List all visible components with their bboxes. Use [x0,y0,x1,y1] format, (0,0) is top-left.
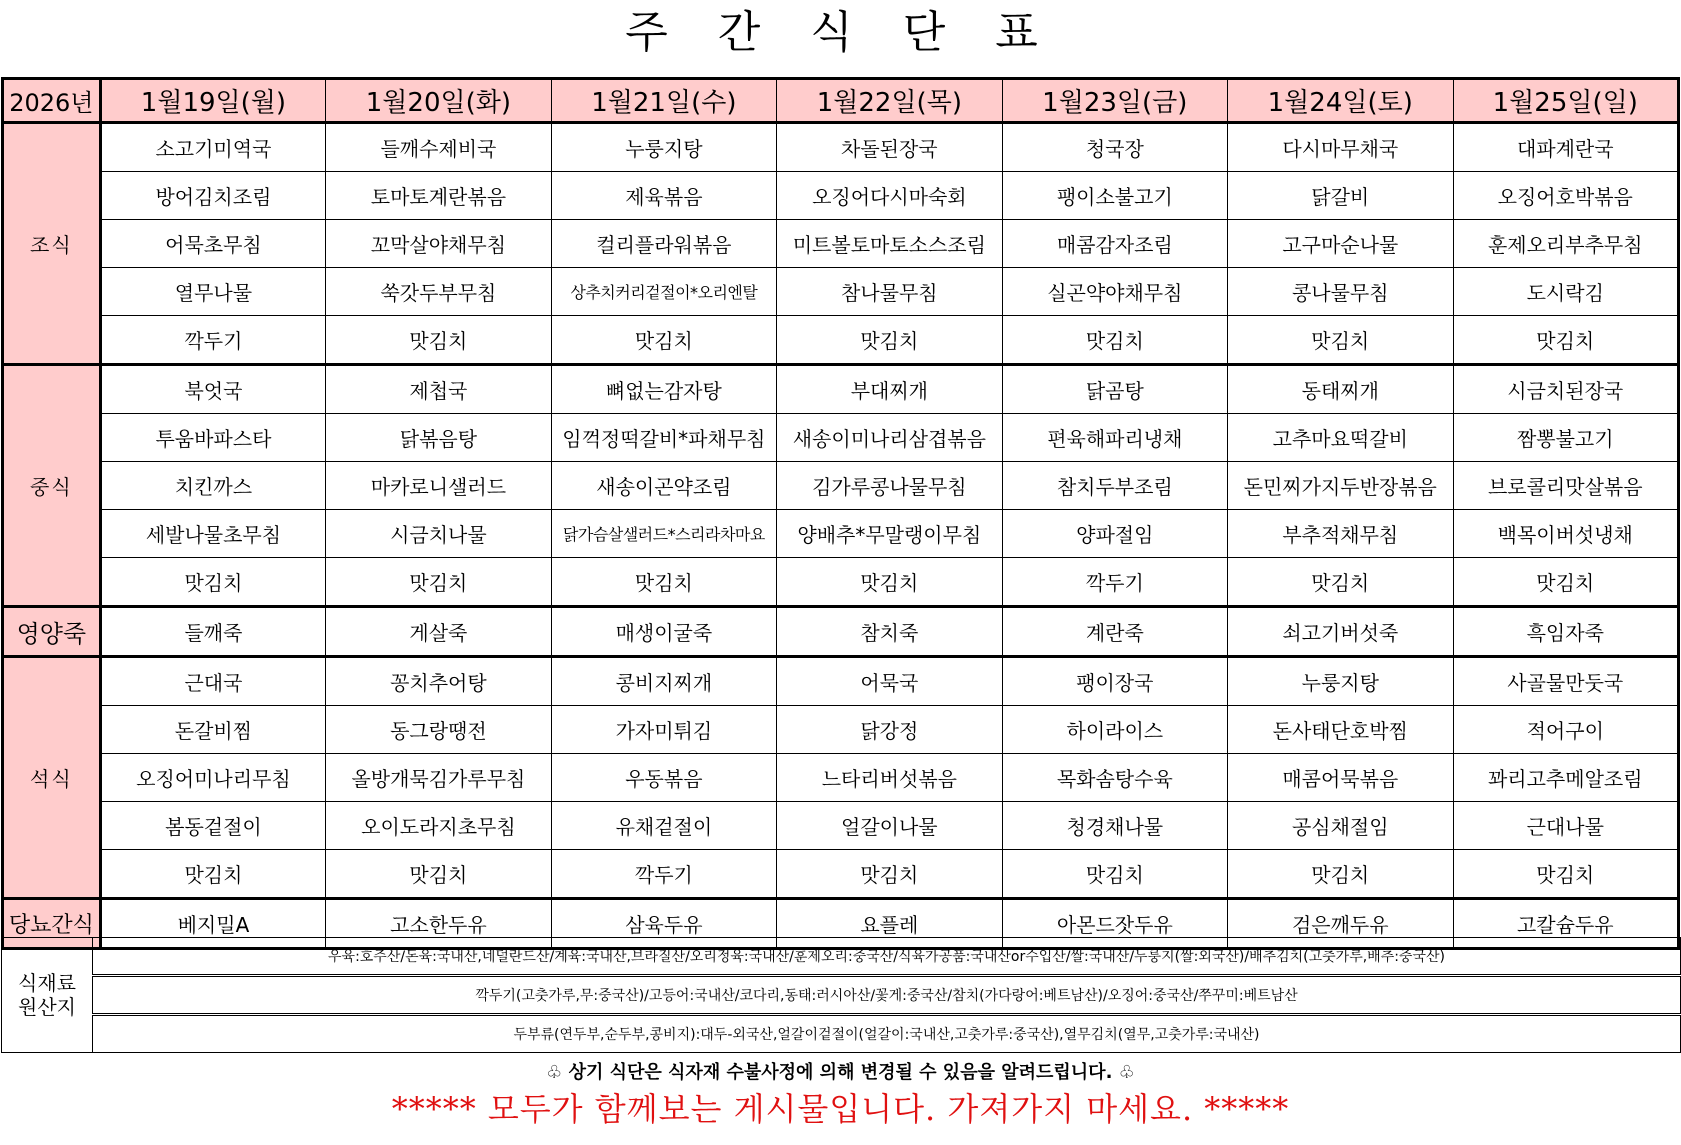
menu-cell: 콩나물무침 [1228,268,1453,316]
menu-cell: 치킨까스 [100,462,325,510]
menu-cell: 맛김치 [1453,850,1678,899]
header-row [3,79,1679,123]
menu-cell: 매생이굴죽 [551,607,776,657]
menu-cell: 참치두부조림 [1002,462,1227,510]
menu-cell: 유채겉절이 [551,802,776,850]
menu-cell: 쑥갓두부무침 [326,268,551,316]
origin-line: 두부류(연두부,순두부,콩비지):대두-외국산,얼갈이겉절이(얼갈이:국내산,고춧가루:중국산),열무김치(열무,고춧가루:국내산) [93,1015,1681,1053]
menu-cell: 콩비지찌개 [551,657,776,706]
dinner-row [3,802,1679,850]
menu-cell: 맛김치 [551,316,776,365]
menu-cell: 들깨수제비국 [326,123,551,172]
menu-cell: 소고기미역국 [100,123,325,172]
menu-cell: 대파계란국 [1453,123,1678,172]
menu-cell: 깍두기 [551,850,776,899]
menu-cell: 편육해파리냉채 [1002,414,1227,462]
menu-cell: 상추치커리겉절이*오리엔탈 [551,268,776,316]
menu-cell: 계란죽 [1002,607,1227,657]
menu-cell: 닭강정 [777,706,1002,754]
menu-cell: 맛김치 [551,558,776,607]
menu-cell: 닭가슴살샐러드*스리라차마요 [551,510,776,558]
menu-cell: 컬리플라워볶음 [551,220,776,268]
menu-cell: 짬뽕불고기 [1453,414,1678,462]
menu-cell: 제육볶음 [551,172,776,220]
breakfast-row [3,123,1679,172]
menu-cell: 베지밀A [100,899,325,949]
do-not-take-warning: ***** 모두가 함께보는 게시물입니다. 가져가지 마세요. ***** [391,1090,1290,1128]
menu-cell: 요플레 [777,899,1002,949]
breakfast-row [3,220,1679,268]
menu-cell: 미트볼토마토소스조림 [777,220,1002,268]
menu-cell: 올방개묵김가루무침 [326,754,551,802]
weekly-menu-table [1,77,1680,950]
menu-cell: 새송이미나리삼겹볶음 [777,414,1002,462]
menu-cell: 맛김치 [1228,558,1453,607]
menu-cell: 어묵초무침 [100,220,325,268]
menu-cell: 삼육두유 [551,899,776,949]
menu-cell: 매콤어묵볶음 [1228,754,1453,802]
day-header: 1월21일(수) [551,79,776,123]
menu-cell: 부추적채무침 [1228,510,1453,558]
dinner-row [3,850,1679,899]
lunch-row [3,462,1679,510]
menu-cell: 맛김치 [326,316,551,365]
menu-cell: 돈갈비찜 [100,706,325,754]
menu-cell: 맛김치 [1228,850,1453,899]
menu-cell: 청국장 [1002,123,1227,172]
menu-cell: 고구마순나물 [1228,220,1453,268]
menu-cell: 부대찌개 [777,365,1002,414]
day-header: 1월20일(화) [326,79,551,123]
menu-cell: 느타리버섯볶음 [777,754,1002,802]
menu-cell: 사골물만둣국 [1453,657,1678,706]
lunch-row [3,558,1679,607]
menu-cell: 참나물무침 [777,268,1002,316]
dinner-row [3,754,1679,802]
menu-cell: 맛김치 [777,558,1002,607]
lunch-label: 중식 [3,365,101,607]
menu-cell: 도시락김 [1453,268,1678,316]
breakfast-row [3,268,1679,316]
menu-cell: 맛김치 [1228,316,1453,365]
menu-cell: 팽이소불고기 [1002,172,1227,220]
menu-cell: 맛김치 [100,558,325,607]
menu-cell: 근대국 [100,657,325,706]
dinner-row [3,657,1679,706]
menu-cell: 깍두기 [100,316,325,365]
menu-cell: 고칼슘두유 [1453,899,1678,949]
menu-cell: 열무나물 [100,268,325,316]
menu-cell: 얼갈이나물 [777,802,1002,850]
menu-cell: 김가루콩나물무침 [777,462,1002,510]
lunch-row [3,510,1679,558]
menu-cell: 흑임자죽 [1453,607,1678,657]
menu-cell: 공심채절임 [1228,802,1453,850]
menu-cell: 맛김치 [100,850,325,899]
menu-cell: 목화솜탕수육 [1002,754,1227,802]
menu-cell: 닭갈비 [1228,172,1453,220]
menu-cell: 꽁치추어탕 [326,657,551,706]
menu-cell: 매콤감자조림 [1002,220,1227,268]
lunch-row [3,365,1679,414]
menu-cell: 어묵국 [777,657,1002,706]
menu-cell: 시금치된장국 [1453,365,1678,414]
dinner-label: 석식 [3,657,101,899]
menu-cell: 꼬막살야채무침 [326,220,551,268]
menu-cell: 돈사태단호박찜 [1228,706,1453,754]
menu-cell: 시금치나물 [326,510,551,558]
origin-label-line1: 식재료 [18,971,76,995]
porridge-label: 영양죽 [3,607,101,657]
menu-cell: 쇠고기버섯죽 [1228,607,1453,657]
day-header: 1월25일(일) [1453,79,1678,123]
menu-cell: 고추마요떡갈비 [1228,414,1453,462]
menu-cell: 맛김치 [326,850,551,899]
menu-cell: 오이도라지초무침 [326,802,551,850]
menu-cell: 다시마무채국 [1228,123,1453,172]
day-header: 1월23일(금) [1002,79,1227,123]
menu-cell: 봄동겉절이 [100,802,325,850]
menu-cell: 적어구이 [1453,706,1678,754]
menu-cell: 돈민찌가지두반장볶음 [1228,462,1453,510]
day-header: 1월19일(월) [100,79,325,123]
menu-cell: 임꺽정떡갈비*파채무침 [551,414,776,462]
menu-cell: 팽이장국 [1002,657,1227,706]
porridge-row [3,607,1679,657]
menu-cell: 동태찌개 [1228,365,1453,414]
menu-cell: 우동볶음 [551,754,776,802]
menu-cell: 백목이버섯냉채 [1453,510,1678,558]
menu-cell: 게살죽 [326,607,551,657]
breakfast-row [3,316,1679,365]
menu-cell: 맛김치 [1453,316,1678,365]
menu-cell: 하이라이스 [1002,706,1227,754]
menu-cell: 맛김치 [326,558,551,607]
menu-cell: 제첩국 [326,365,551,414]
menu-cell: 아몬드잣두유 [1002,899,1227,949]
breakfast-row [3,172,1679,220]
origin-label [2,938,93,1053]
menu-cell: 양배추*무말랭이무침 [777,510,1002,558]
menu-cell: 누룽지탕 [551,123,776,172]
origin-line: 깍두기(고춧가루,무:중국산)/고등어:국내산/코다리,동태:러시아산/꽃게:중국산/참치(가다랑어:베트남산)/오징어:중국산/쭈꾸미:베트남산 [93,976,1681,1015]
day-header: 1월24일(토) [1228,79,1453,123]
menu-cell: 브로콜리맛살볶음 [1453,462,1678,510]
menu-cell: 세발나물초무침 [100,510,325,558]
menu-cell: 오징어호박볶음 [1453,172,1678,220]
menu-cell: 오징어다시마숙회 [777,172,1002,220]
menu-cell: 꽈리고추메알조림 [1453,754,1678,802]
menu-cell: 청경채나물 [1002,802,1227,850]
menu-cell: 오징어미나리무침 [100,754,325,802]
menu-cell: 뼈없는감자탕 [551,365,776,414]
menu-cell: 북엇국 [100,365,325,414]
menu-cell: 누룽지탕 [1228,657,1453,706]
menu-cell: 훈제오리부추무침 [1453,220,1678,268]
change-notice: ♧ 상기 식단은 식자재 수불사정에 의해 변경될 수 있음을 알려드립니다. ♧ [546,1062,1135,1083]
menu-cell: 맛김치 [777,316,1002,365]
lunch-row [3,414,1679,462]
menu-cell: 들깨죽 [100,607,325,657]
menu-cell: 검은깨두유 [1228,899,1453,949]
day-header: 1월22일(목) [777,79,1002,123]
menu-cell: 차돌된장국 [777,123,1002,172]
origin-label-line2: 원산지 [18,995,76,1019]
menu-cell: 깍두기 [1002,558,1227,607]
origin-table [1,937,1681,1053]
year-cell: 2026년 [3,79,101,123]
menu-cell: 맛김치 [777,850,1002,899]
diabetic_snack-label: 당뇨간식 [3,899,101,949]
menu-cell: 마카로니샐러드 [326,462,551,510]
menu-cell: 참치죽 [777,607,1002,657]
origin-line: 우육:호주산/돈육:국내산,네덜란드산/계육:국내산,브라질산/오리정육:국내산/훈제오리:중국산/식육가공품:국내산or수입산/쌀:국내산/누룽지(쌀:외국산)/배추김치(고춧가루,배추:중국산) [93,938,1681,976]
menu-cell: 양파절임 [1002,510,1227,558]
menu-cell: 토마토계란볶음 [326,172,551,220]
menu-cell: 근대나물 [1453,802,1678,850]
menu-cell: 방어김치조림 [100,172,325,220]
menu-cell: 맛김치 [1453,558,1678,607]
menu-cell: 새송이곤약조림 [551,462,776,510]
breakfast-label: 조식 [3,123,101,365]
menu-cell: 가자미튀김 [551,706,776,754]
menu-cell: 닭볶음탕 [326,414,551,462]
menu-cell: 닭곰탕 [1002,365,1227,414]
dinner-row [3,706,1679,754]
menu-cell: 실곤약야채무침 [1002,268,1227,316]
menu-cell: 동그랑땡전 [326,706,551,754]
page-title: 주 간 식 단 표 [625,7,1056,58]
menu-cell: 맛김치 [1002,850,1227,899]
menu-cell: 투움바파스타 [100,414,325,462]
menu-cell: 맛김치 [1002,316,1227,365]
menu-cell: 고소한두유 [326,899,551,949]
